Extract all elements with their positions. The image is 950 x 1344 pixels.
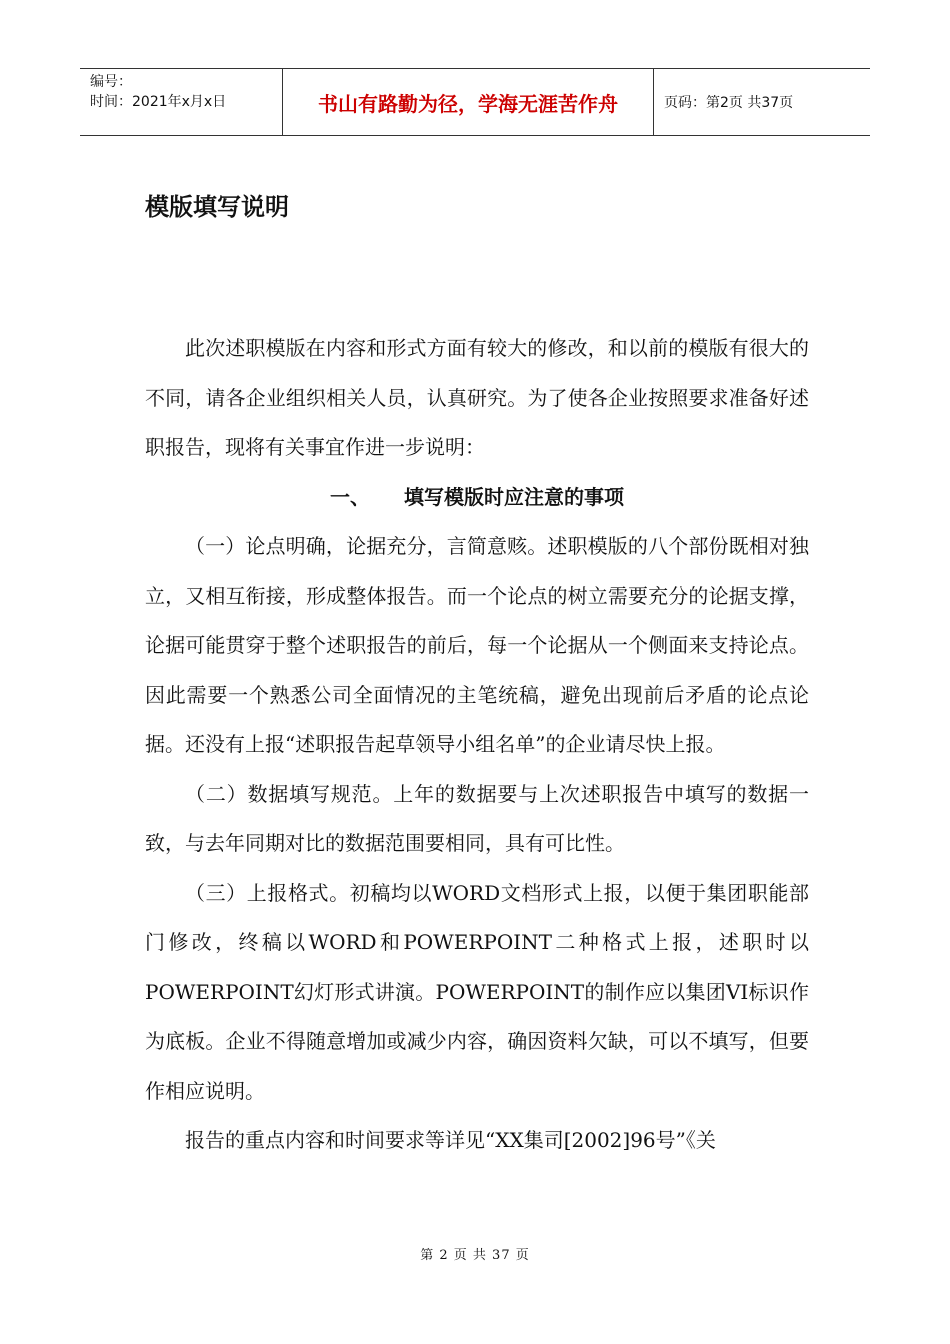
page-header [80,68,870,136]
page-footer: 第 2 页 共 37 页 [420,1248,530,1263]
closing-paragraph: 报告的重点内容和时间要求等详见“XX集司[2002]96号”《关 [185,1128,716,1152]
item-paragraph-3: （三）上报格式。初稿均以WORD文档形式上报，以便于集团职能部门修改，终稿以WORD和POWERPOINT二种格式上报，述职时以POWERPOINT幻灯形式讲演。POWERPOINT的制作应以集团VI标识作为底板。企业不得随意增加或减少内容，确因资料欠缺，可以不填写，但要作相应说明。 [145,880,809,1103]
section-number: 一、 [330,484,370,509]
header-meta [80,69,282,135]
number-label: 编号： [90,74,132,90]
section-title: 填写模版时应注意的事项 [404,484,624,509]
document-title: 模版填写说明 [145,193,289,221]
header-page-info: 页码：第2页 共37页 [664,95,794,111]
header-motto: 书山有路勤为径，学海无涯苦作舟 [282,69,654,135]
item-paragraph-2: （二）数据填写规范。上年的数据要与上次述职报告中填写的数据一致，与去年同期对比的数据范围要相同，具有可比性。 [145,781,809,855]
section-heading [145,473,809,523]
document-body [145,324,809,1166]
time-label: 时间：2021年x月x日 [90,94,227,110]
intro-paragraph: 此次述职模版在内容和形式方面有较大的修改，和以前的模版有很大的不同，请各企业组织相关人员，认真研究。为了使各企业按照要求准备好述职报告，现将有关事宜作进一步说明： [145,336,809,459]
item-paragraph-1: （一）论点明确，论据充分，言简意赅。述职模版的八个部份既相对独立，又相互衔接，形成整体报告。而一个论点的树立需要充分的论据支撑，论据可能贯穿于整个述职报告的前后，每一个论据从一个侧面来支持论点。因此需要一个熟悉公司全面情况的主笔统稿，避免出现前后矛盾的论点论据。还没有上报“述职报告起草领导小组名单”的企业请尽快上报。 [145,534,809,756]
